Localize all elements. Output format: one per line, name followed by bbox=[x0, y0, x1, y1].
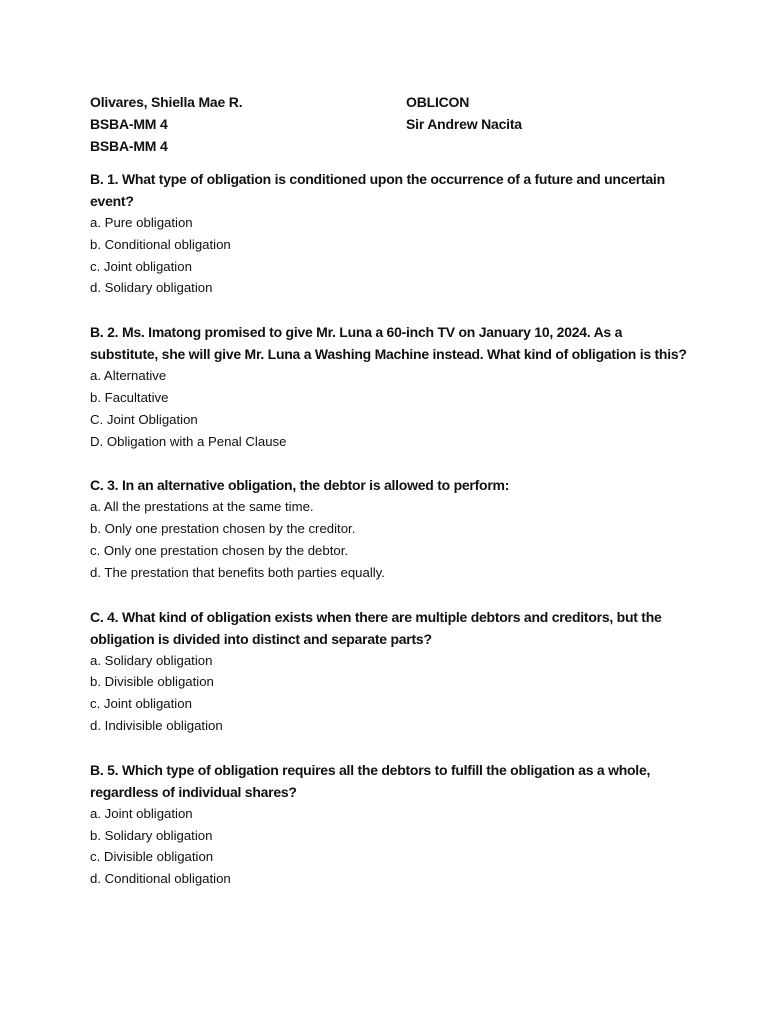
question-2 bbox=[90, 321, 690, 452]
question-text: C. 4. What kind of obligation exists when there are multiple debtors and creditors, but the obligation is divided into distinct and separate parts? bbox=[90, 608, 662, 647]
question-text: B. 1. What type of obligation is conditioned upon the occurrence of a future and uncertain event? bbox=[90, 171, 665, 209]
option-a: a. Joint obligation bbox=[90, 805, 193, 821]
option-a: a. Solidary obligation bbox=[90, 652, 213, 668]
option-b: b. Only one prestation chosen by the creditor. bbox=[90, 521, 356, 537]
student-name: Olivares, Shiella Mae R. bbox=[90, 94, 243, 110]
option-b: b. Divisible obligation bbox=[90, 674, 214, 690]
option-c: c. Joint obligation bbox=[90, 258, 192, 274]
question-text: C. 3. In an alternative obligation, the debtor is allowed to perform: bbox=[90, 477, 510, 494]
option-c: C. Joint Obligation bbox=[90, 411, 198, 427]
option-b: b. Solidary obligation bbox=[90, 827, 213, 843]
answer-options bbox=[90, 365, 690, 452]
option-a: a. All the prestations at the same time. bbox=[90, 499, 314, 515]
option-a: a. Alternative bbox=[90, 368, 167, 384]
option-c: c. Only one prestation chosen by the debtor. bbox=[90, 542, 349, 558]
answer-options bbox=[90, 803, 690, 890]
answer-options bbox=[90, 650, 690, 737]
option-b: b. Conditional obligation bbox=[90, 236, 231, 252]
question-3 bbox=[90, 474, 690, 583]
student-section-repeat: BSBA-MM 4 bbox=[90, 138, 168, 154]
question-1 bbox=[90, 168, 690, 299]
document-page bbox=[90, 91, 690, 890]
course-info bbox=[406, 91, 690, 157]
option-d: d. Indivisible obligation bbox=[90, 717, 223, 733]
question-5 bbox=[90, 759, 690, 890]
question-text: B. 2. Ms. Imatong promised to give Mr. Luna a 60-inch TV on January 10, 2024. As a substitute, she will give Mr. Luna a Washing Machine instead. What kind of obligation is this? bbox=[90, 324, 687, 363]
student-section: BSBA-MM 4 bbox=[90, 116, 168, 132]
option-c: c. Joint obligation bbox=[90, 696, 192, 712]
question-text: B. 5. Which type of obligation requires all the debtors to fulfill the obligation as a whole, regardless of individual shares? bbox=[90, 761, 651, 800]
instructor-name: Sir Andrew Nacita bbox=[406, 116, 522, 132]
option-b: b. Facultative bbox=[90, 389, 169, 405]
student-info bbox=[90, 91, 406, 157]
option-d: D. Obligation with a Penal Clause bbox=[90, 433, 287, 449]
answer-options bbox=[90, 212, 690, 299]
document-header bbox=[90, 91, 690, 157]
option-d: d. The prestation that benefits both parties equally. bbox=[90, 564, 385, 580]
question-4 bbox=[90, 606, 690, 737]
answer-options bbox=[90, 496, 690, 583]
option-d: d. Conditional obligation bbox=[90, 871, 231, 887]
course-title: OBLICON bbox=[406, 94, 470, 110]
option-c: c. Divisible obligation bbox=[90, 849, 214, 865]
option-d: d. Solidary obligation bbox=[90, 280, 213, 296]
option-a: a. Pure obligation bbox=[90, 215, 193, 230]
